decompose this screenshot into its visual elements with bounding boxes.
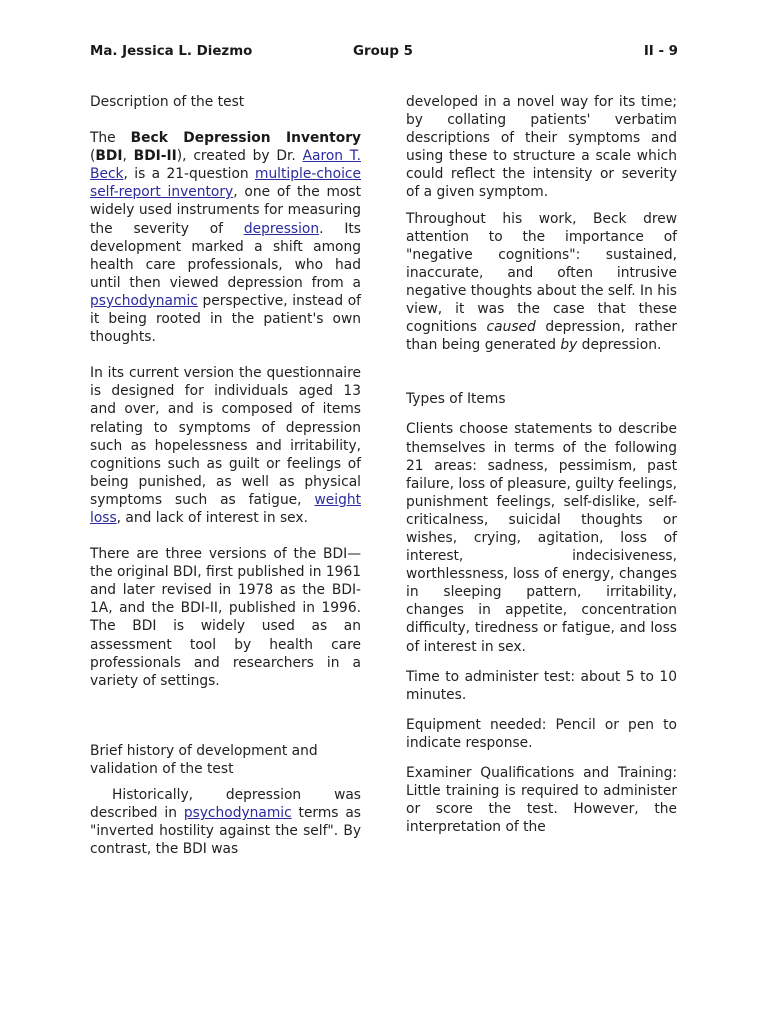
text: . Its development marked a shift among health care professionals, who had until then viewed depression from a (90, 220, 361, 291)
author-name: Ma. Jessica L. Diezmo (90, 44, 253, 59)
paragraph-history (90, 786, 361, 858)
page-number: II - 9 (643, 44, 678, 59)
text: , one of the most widely used instruments for measuring the severity of (90, 184, 361, 237)
emphasis-caused: caused (486, 319, 536, 336)
text: depression, rather than being generated (406, 319, 677, 354)
text: , is a 21-question (123, 166, 255, 183)
text: ( (90, 148, 96, 165)
text: , and lack of interest in sex. (116, 509, 308, 526)
left-column (90, 93, 361, 876)
right-column (406, 93, 677, 844)
paragraph-examiner-qualifications: Examiner Qualifications and Training: Little training is required to administer or score the test. However, the interpretation of the (406, 765, 677, 836)
section-heading-types-of-items: Types of Items (406, 391, 506, 408)
text: terms as "inverted hostility against the self". By contrast, the BDI was (90, 805, 361, 858)
text: The (90, 130, 131, 147)
link-self-report-inventory[interactable]: self-report inventory (90, 184, 234, 201)
section-heading-description: Description of the test (90, 94, 245, 110)
link-weight-loss[interactable]: weight loss (90, 491, 361, 526)
paragraph-items-list: Clients choose statements to describe themselves in terms of the following 21 areas: sadness, pessimism, past failure, loss of pleasure, guilty feelings, punishment feelings, self-dislike, self-criticalness, suicidal thoughts or wishes, crying, agitation, loss of interest, indecisiveness, worthlessness, loss of energy, changes in sleeping pattern, irritability, changes in appetite, concentration difficulty, tiredness or fatigue, and loss of interest in sex. (406, 421, 677, 655)
link-psychodynamic-2[interactable]: psychodynamic (183, 805, 292, 822)
link-multiple-choice[interactable]: multiple-choice (255, 166, 361, 183)
text: Throughout his work, Beck drew attention to the importance of "negative cognitions": sustained, inaccurate, and often intrusive negative thoughts about the self. In his view, it was the case that these cognitions (406, 210, 677, 336)
bdi-abbr: BDI (95, 148, 123, 165)
paragraph-equipment: Equipment needed: Pencil or pen to indicate response. (406, 716, 677, 751)
paragraph-negative-cognitions (406, 210, 677, 355)
paragraph-bdi-intro (90, 129, 361, 346)
text: ), created by Dr. (176, 148, 303, 165)
text: depression. (577, 337, 662, 354)
link-psychodynamic[interactable]: psychodynamic (90, 292, 198, 309)
group-label: Group 5 (353, 44, 413, 59)
link-depression[interactable]: depression (243, 220, 320, 237)
paragraph-current-version (90, 364, 361, 527)
emphasis-by: by (560, 337, 578, 354)
bdi-ii-abbr: BDI-II (133, 148, 177, 165)
paragraph-administration-time: Time to administer test: about 5 to 10 minutes. (406, 668, 677, 703)
text: Historically, depression was described in (90, 787, 361, 822)
page-header (90, 44, 678, 64)
paragraph-versions: There are three versions of the BDI—the original BDI, first published in 1961 and later revised in 1978 as the BDI-1A, and the BDI-II, published in 1996. The BDI is widely used as an assessment tool by health care professionals and researchers in a variety of settings. (90, 546, 361, 689)
text: perspective, instead of it being rooted in the patient's own thoughts. (90, 292, 361, 346)
bdi-term: Beck Depression Inventory (130, 130, 362, 147)
section-heading-history: Brief history of development and validation of the test (90, 742, 318, 777)
text: , (122, 148, 134, 165)
paragraph-development: developed in a novel way for its time; by collating patients' verbatim descriptions of their symptoms and using these to structure a scale which could reflect the intensity or severity of a given symptom. (406, 94, 677, 201)
link-aaron-beck[interactable]: Aaron T. Beck (90, 148, 361, 183)
text: In its current version the questionnaire is designed for individuals aged 13 and over, and is composed of items relating to symptoms of depression such as hopelessness and irritability, cognitions such as guilt or feelings of being punished, as well as physical symptoms such as fatigue, (90, 365, 361, 508)
